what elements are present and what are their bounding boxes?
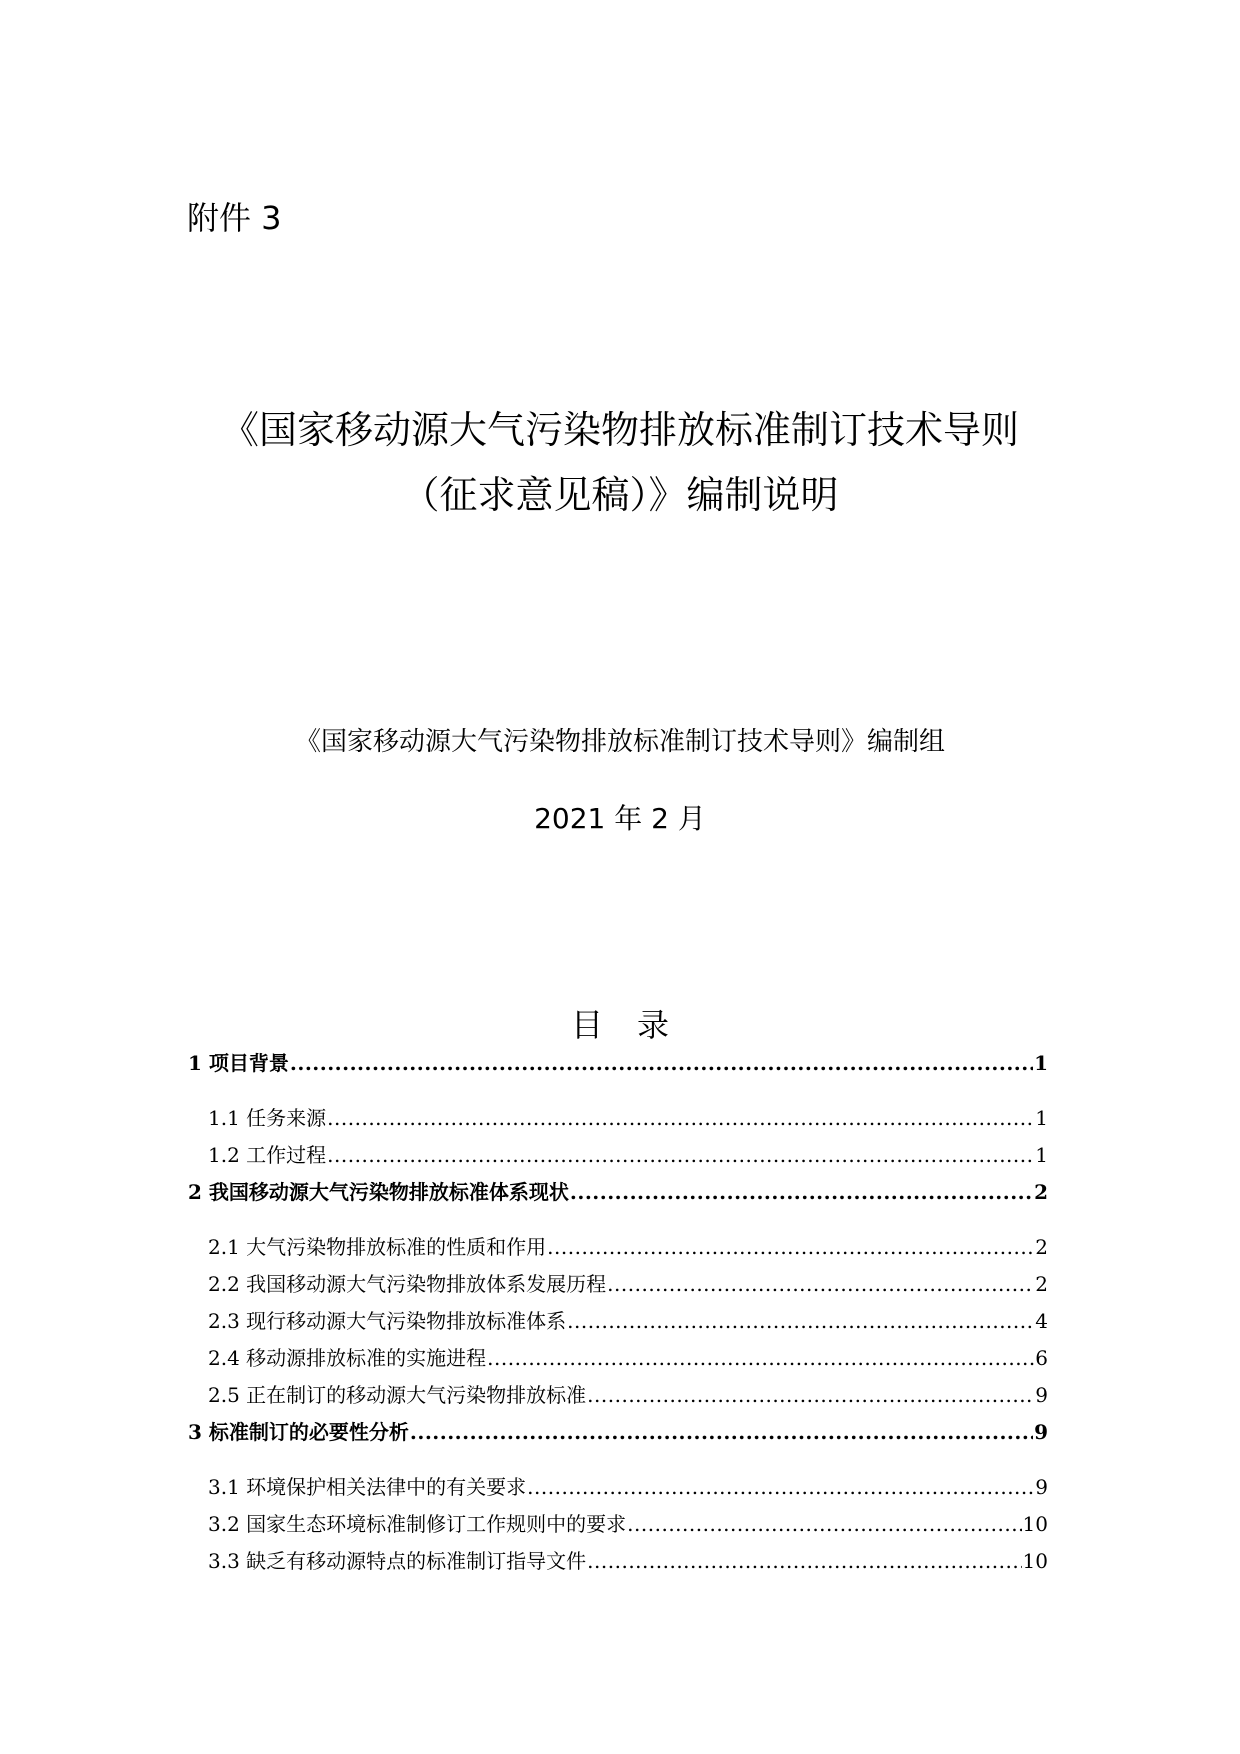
toc-entry-label: 2 我国移动源大气污染物排放标准体系现状 [188,1180,569,1204]
toc-entry[interactable] [208,1548,1048,1574]
toc-entry[interactable] [208,1511,1048,1537]
compilation-group: 《国家移动源大气污染物排放标准制订技术导则》编制组 [294,727,945,757]
toc-dot-leader [327,1142,1034,1168]
toc-entry-page: 9 [1034,1420,1048,1444]
toc-dot-leader [627,1511,1021,1537]
toc-dot-leader [607,1271,1034,1297]
toc-entry-page: 2 [1034,1180,1048,1204]
toc-entry-label: 3.1 环境保护相关法律中的有关要求 [208,1475,527,1499]
toc-entry-page: 1 [1035,1143,1048,1167]
toc-dot-leader [290,1050,1033,1076]
toc-entry-label: 2.5 正在制订的移动源大气污染物排放标准 [208,1383,587,1407]
toc-dot-leader [327,1105,1034,1131]
toc-entry-label: 3.2 国家生态环境标准制修订工作规则中的要求 [208,1512,627,1536]
document-date: 2021 年 2 月 [534,802,706,835]
toc-entry-label: 2.1 大气污染物排放标准的性质和作用 [208,1235,547,1259]
toc-entry[interactable] [188,1179,1048,1205]
toc-dot-leader [587,1548,1021,1574]
document-title-line-2: （征求意见稿）》编制说明 [401,473,839,517]
toc-entry[interactable] [208,1142,1048,1168]
attachment-label: 附件 3 [187,199,282,237]
toc-entry-page: 1 [1035,1106,1048,1130]
toc-entry[interactable] [188,1050,1048,1076]
document-title-line-1: 《国家移动源大气污染物排放标准制订技术导则 [220,408,1019,452]
toc-dot-leader [570,1179,1033,1205]
toc-dot-leader [487,1345,1034,1371]
toc-heading: 目录 [570,1006,703,1044]
toc-entry[interactable] [208,1105,1048,1131]
toc-entry[interactable] [208,1271,1048,1297]
toc-entry-label: 2.3 现行移动源大气污染物排放标准体系 [208,1309,567,1333]
toc-entry-page: 10 [1022,1512,1048,1536]
toc-entry-page: 10 [1022,1549,1048,1573]
toc-entry-page: 2 [1035,1235,1048,1259]
toc-entry-label: 2.2 我国移动源大气污染物排放体系发展历程 [208,1272,607,1296]
toc-entry-page: 9 [1035,1475,1048,1499]
toc-entry-page: 1 [1034,1051,1048,1075]
toc-entry[interactable] [208,1308,1048,1334]
toc-entry[interactable] [208,1234,1048,1260]
toc-dot-leader [410,1419,1033,1445]
toc-entry-label: 3.3 缺乏有移动源特点的标准制订指导文件 [208,1549,587,1573]
toc-entry-label: 1 项目背景 [188,1051,289,1075]
toc-entry-page: 2 [1035,1272,1048,1296]
toc-entry-page: 9 [1035,1383,1048,1407]
toc-dot-leader [527,1474,1034,1500]
toc-dot-leader [567,1308,1034,1334]
toc-entry-label: 1.2 工作过程 [208,1143,327,1167]
toc-entry-page: 4 [1035,1309,1048,1333]
toc-entry-label: 2.4 移动源排放标准的实施进程 [208,1346,487,1370]
toc-entry[interactable] [208,1474,1048,1500]
toc-dot-leader [547,1234,1034,1260]
toc-entry[interactable] [208,1345,1048,1371]
toc-entry[interactable] [188,1419,1048,1445]
toc-entry-label: 3 标准制订的必要性分析 [188,1420,409,1444]
toc-entry-label: 1.1 任务来源 [208,1106,327,1130]
toc-entry-page: 6 [1035,1346,1048,1370]
toc-dot-leader [587,1382,1034,1408]
toc-entry[interactable] [208,1382,1048,1408]
